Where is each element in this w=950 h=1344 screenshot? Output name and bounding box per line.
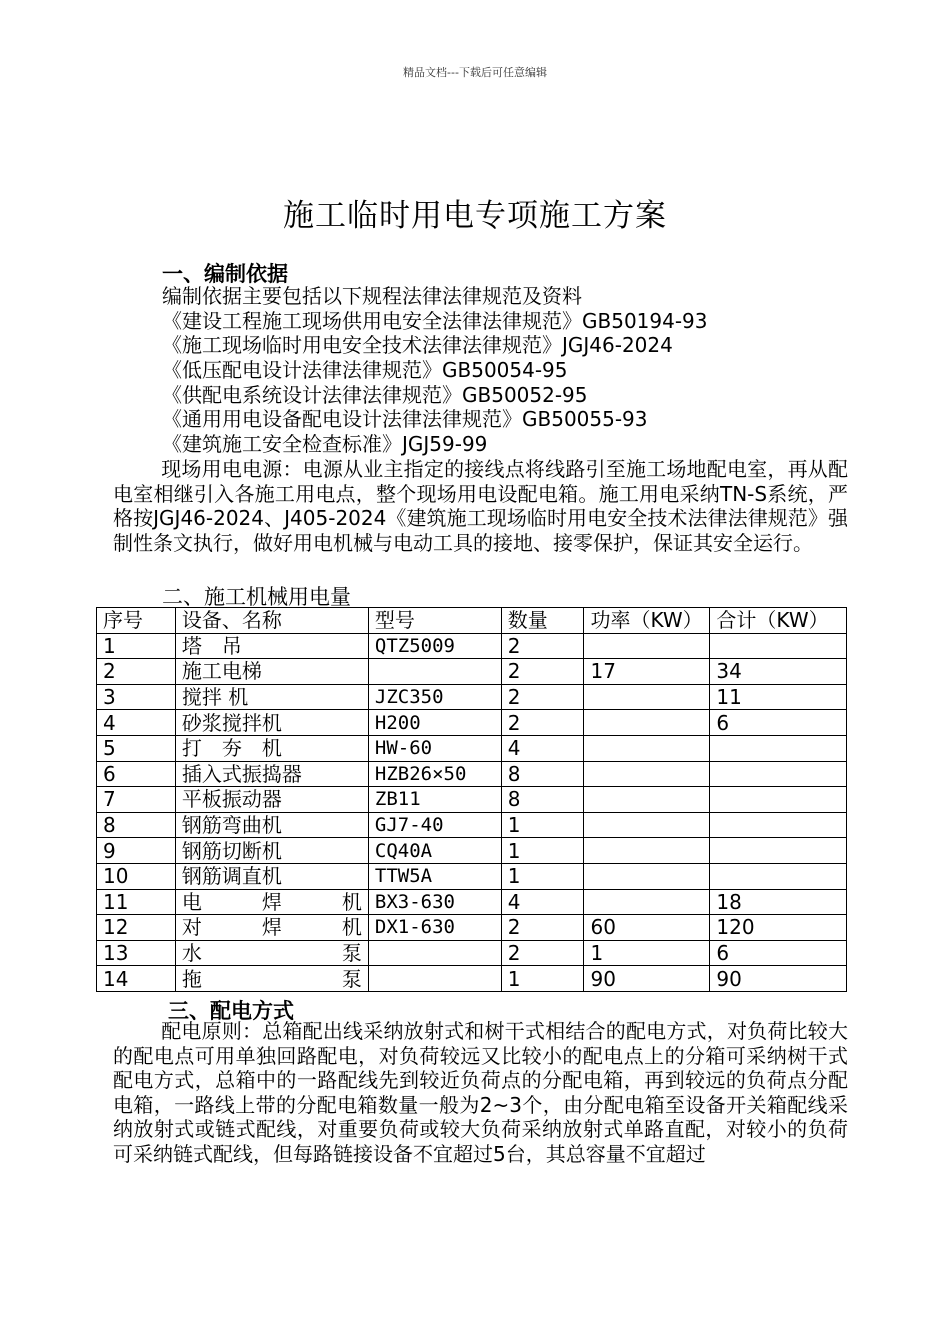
table-cell: HW-60 bbox=[368, 735, 501, 761]
table-cell bbox=[584, 889, 710, 915]
basis-line: 《建筑施工安全检查标准》JGJ59-99 bbox=[162, 432, 488, 456]
table-cell: 11 bbox=[710, 684, 847, 710]
table-body bbox=[97, 633, 847, 991]
table-cell: 2 bbox=[501, 633, 584, 659]
table-cell: 插入式振捣器 bbox=[175, 761, 368, 787]
table-cell: 1 bbox=[501, 966, 584, 992]
table-row bbox=[97, 761, 847, 787]
basis-line: 《低压配电设计法律法律规范》GB50054-95 bbox=[162, 358, 568, 382]
table-cell: BX3-630 bbox=[368, 889, 501, 915]
section-heading-basis: 一、编制依据 bbox=[162, 262, 288, 286]
table-cell bbox=[584, 710, 710, 736]
distribution-text: 配电原则：总箱配出线采纳放射式和树干式相结合的配电方式，对负荷比较大的配电点可用单独回路配电，对负荷较远又比较小的配电点上的分箱可采纳树干式配电方式，总箱中的一路配线先到较近负荷点的分配电箱，再到较远的负荷点分配电箱，一路线上带的分配电箱数量一般为2~3个，由分配电箱至设备开关箱配线采纳放射式或链式配线，对重要负荷或较大负荷采纳放射式单路直配，对较小的负荷可采纳链式配线，但每路链接设备不宜超过5台，其总容量不宜超过 bbox=[113, 1019, 848, 1166]
table-cell bbox=[584, 735, 710, 761]
table-cell: 17 bbox=[584, 659, 710, 685]
table-cell: 120 bbox=[710, 915, 847, 941]
table-cell: 1 bbox=[584, 940, 710, 966]
table-cell: 4 bbox=[97, 710, 176, 736]
table-cell: 14 bbox=[97, 966, 176, 992]
table-cell: 4 bbox=[501, 735, 584, 761]
section-heading-load: 二、施工机械用电量 bbox=[162, 585, 351, 609]
table-row bbox=[97, 940, 847, 966]
table-cell: 9 bbox=[97, 838, 176, 864]
table-cell: 6 bbox=[710, 710, 847, 736]
header-cell: 数量 bbox=[501, 608, 584, 634]
header-cell: 功率（KW） bbox=[584, 608, 710, 634]
table-cell: JZC350 bbox=[368, 684, 501, 710]
table-cell: 搅拌 机 bbox=[175, 684, 368, 710]
table-cell: 8 bbox=[501, 787, 584, 813]
table-cell: 90 bbox=[710, 966, 847, 992]
table-cell: 1 bbox=[501, 838, 584, 864]
table-cell: 2 bbox=[501, 915, 584, 941]
table-cell bbox=[710, 761, 847, 787]
table-cell: 2 bbox=[501, 659, 584, 685]
table-cell bbox=[710, 863, 847, 889]
table-header-row bbox=[97, 608, 847, 634]
table-cell: 12 bbox=[97, 915, 176, 941]
table-row bbox=[97, 633, 847, 659]
table-cell bbox=[710, 787, 847, 813]
table-cell: 平板振动器 bbox=[175, 787, 368, 813]
table-cell: 60 bbox=[584, 915, 710, 941]
table-cell bbox=[710, 633, 847, 659]
table-cell: 8 bbox=[97, 812, 176, 838]
table-cell: 电 焊 机 bbox=[175, 889, 368, 915]
table-cell bbox=[584, 684, 710, 710]
table-row bbox=[97, 812, 847, 838]
table-cell: 18 bbox=[710, 889, 847, 915]
table-cell: 10 bbox=[97, 863, 176, 889]
table-row bbox=[97, 787, 847, 813]
table-cell: 2 bbox=[501, 684, 584, 710]
table-row bbox=[97, 684, 847, 710]
table-cell: 11 bbox=[97, 889, 176, 915]
table-cell: HZB26×50 bbox=[368, 761, 501, 787]
table-cell bbox=[584, 812, 710, 838]
basis-line: 《通用用电设备配电设计法律法律规范》GB50055-93 bbox=[162, 407, 648, 431]
table-cell bbox=[584, 761, 710, 787]
table-cell bbox=[710, 735, 847, 761]
table-cell: 90 bbox=[584, 966, 710, 992]
table-cell: ZB11 bbox=[368, 787, 501, 813]
table-cell: 2 bbox=[97, 659, 176, 685]
table-cell: 打 夯 机 bbox=[175, 735, 368, 761]
table-cell: 3 bbox=[97, 684, 176, 710]
table-cell bbox=[368, 940, 501, 966]
table-row bbox=[97, 710, 847, 736]
document-title: 施工临时用电专项施工方案 bbox=[283, 198, 667, 234]
header-note: 精品文档---下载后可任意编辑 bbox=[403, 66, 547, 79]
table-cell: 钢筋切断机 bbox=[175, 838, 368, 864]
table-cell: 6 bbox=[710, 940, 847, 966]
header-cell: 型号 bbox=[368, 608, 501, 634]
table-cell bbox=[710, 812, 847, 838]
table-cell: H200 bbox=[368, 710, 501, 736]
table-cell: CQ40A bbox=[368, 838, 501, 864]
table-cell: 7 bbox=[97, 787, 176, 813]
table-cell bbox=[584, 633, 710, 659]
table-cell: 1 bbox=[97, 633, 176, 659]
power-source-paragraph bbox=[113, 457, 848, 555]
table-cell: 施工电梯 bbox=[175, 659, 368, 685]
table-cell bbox=[584, 863, 710, 889]
table-cell bbox=[368, 659, 501, 685]
table-row bbox=[97, 838, 847, 864]
table-cell: TTW5A bbox=[368, 863, 501, 889]
section-heading-distribution: 三、配电方式 bbox=[168, 999, 294, 1023]
table-cell: 4 bbox=[501, 889, 584, 915]
table-row bbox=[97, 966, 847, 992]
basis-line: 《建设工程施工现场供用电安全法律法律规范》GB50194-93 bbox=[162, 309, 708, 333]
table-row bbox=[97, 659, 847, 685]
table-cell: QTZ5009 bbox=[368, 633, 501, 659]
table-cell: 水 泵 bbox=[175, 940, 368, 966]
table-cell: 对 焊 机 bbox=[175, 915, 368, 941]
table-cell: 塔 吊 bbox=[175, 633, 368, 659]
table-cell: 钢筋调直机 bbox=[175, 863, 368, 889]
table-cell: 1 bbox=[501, 812, 584, 838]
basis-line: 《供配电系统设计法律法律规范》GB50052-95 bbox=[162, 383, 588, 407]
table-cell bbox=[584, 787, 710, 813]
table-cell: 拖 泵 bbox=[175, 966, 368, 992]
table-cell: 钢筋弯曲机 bbox=[175, 812, 368, 838]
table-cell: 6 bbox=[97, 761, 176, 787]
table-cell: 砂浆搅拌机 bbox=[175, 710, 368, 736]
equipment-load-table bbox=[96, 607, 847, 992]
basis-line: 编制依据主要包括以下规程法律法律规范及资料 bbox=[162, 284, 582, 308]
table-cell: 13 bbox=[97, 940, 176, 966]
table-cell bbox=[710, 838, 847, 864]
table-cell bbox=[368, 966, 501, 992]
table-cell: DX1-630 bbox=[368, 915, 501, 941]
header-cell: 设备、名称 bbox=[175, 608, 368, 634]
table-row bbox=[97, 735, 847, 761]
table-cell: 8 bbox=[501, 761, 584, 787]
table-row bbox=[97, 863, 847, 889]
table-row bbox=[97, 889, 847, 915]
table-row bbox=[97, 915, 847, 941]
basis-line: 《施工现场临时用电安全技术法律法律规范》JGJ46-2024 bbox=[162, 333, 673, 357]
header-cell: 合计（KW） bbox=[710, 608, 847, 634]
table-cell: 2 bbox=[501, 940, 584, 966]
table-cell: 1 bbox=[501, 863, 584, 889]
table-cell bbox=[584, 838, 710, 864]
power-source-text: 现场用电电源：电源从业主指定的接线点将线路引至施工场地配电室，再从配电室相继引入各施工用电点，整个现场用电设配电箱。施工用电采纳TN-S系统，严格按JGJ46-2024、J405-2024《建筑施工现场临时用电安全技术法律法律规范》强制性条文执行，做好用电机械与电动工具的接地、接零保护，保证其安全运行。 bbox=[113, 457, 848, 555]
table-cell: 34 bbox=[710, 659, 847, 685]
table-cell: 2 bbox=[501, 710, 584, 736]
table-cell: GJ7-40 bbox=[368, 812, 501, 838]
table-cell: 5 bbox=[97, 735, 176, 761]
header-cell: 序号 bbox=[97, 608, 176, 634]
distribution-paragraph bbox=[113, 1019, 848, 1167]
